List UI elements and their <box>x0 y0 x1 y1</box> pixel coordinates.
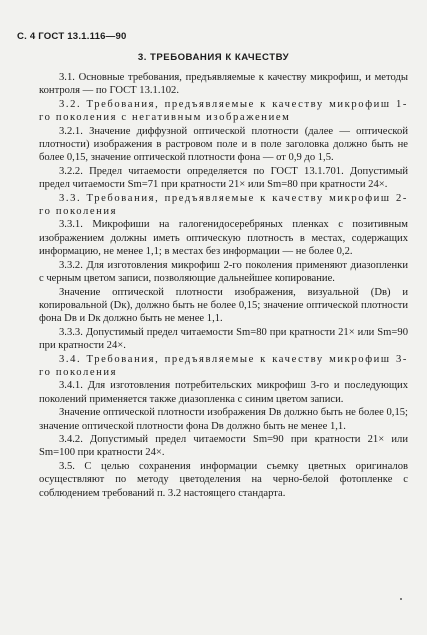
para-3-4-2: 3.4.2. Допустимый предел читаемости Sm=90 при кратности 21× или Sm=100 при кратности 24×. <box>39 433 408 459</box>
scan-speck <box>400 598 402 600</box>
para-3-4-heading: 3.4. Требования, предъявляемые к качеству микрофиш 3-го поколения <box>39 353 408 378</box>
para-3-2-1: 3.2.1. Значение диффузной оптической плотности (далее — оптической плотности) изображения в растровом поле и в поле заголовка должно быть не более 0,15, значение оптической плотности фона — от 0,9 до 1,5. <box>39 125 408 164</box>
para-3-2-heading: 3.2. Требования, предъявляемые к качеству микрофиш 1-го поколения с негативным изображением <box>39 98 408 124</box>
para-3-4-1: 3.4.1. Для изготовления потребительских микрофиш 3-го и последующих поколений применяется также диазопленка с синим цветом записи. <box>39 380 408 405</box>
page-header: С. 4 ГОСТ 13.1.116—90 <box>17 31 127 42</box>
section-title: 3. ТРЕБОВАНИЯ К КАЧЕСТВУ <box>137 52 290 63</box>
para-3-5: 3.5. С целью сохранения информации съемку цветных оригиналов осуществляют по методу цветоделения на черно-белой фотопленке с соблюдением требований п. 3.2 настоящего стандарта. <box>39 460 408 499</box>
para-3-3-1: 3.3.1. Микрофиши на галогенидосеребряных пленках с позитивным изображением должны иметь оптическую плотность в местах, содержащих информацию, не менее 1,1; в местах без информации — не более 0,2. <box>39 219 408 258</box>
para-3-3-2: 3.3.2. Для изготовления микрофиш 2-го поколения применяют диазопленки с черным цветом записи, позволяющие дальнейшее копирование. <box>39 259 408 285</box>
para-density-3gen: Значение оптической плотности изображения Dв должно быть не более 0,15; значение оптической плотности фона Dв должно быть не менее 1,1. <box>39 407 408 432</box>
para-density-2gen: Значение оптической плотности изображения, визуальной (Dв) и копировальной (Dк), должно быть не более 0,15; значение оптической плотности фона Dв и Dк должно быть не менее 1,1. <box>39 286 408 325</box>
para-3-3-heading: 3.3. Требования, предъявляемые к качеству микрофиш 2-го поколения <box>39 192 408 218</box>
para-3-1: 3.1. Основные требования, предъявляемые к качеству микрофиш, и методы контроля — по ГОСТ 13.1.102. <box>39 72 408 97</box>
para-3-2-2: 3.2.2. Предел читаемости определяется по ГОСТ 13.1.701. Допустимый предел читаемости Sm=71 при кратности 21× или Sm=80 при кратности 24×. <box>39 165 408 191</box>
section-body <box>39 71 408 500</box>
para-3-3-3: 3.3.3. Допустимый предел читаемости Sm=80 при кратности 21× или Sm=90 при кратности 24×. <box>39 326 408 352</box>
